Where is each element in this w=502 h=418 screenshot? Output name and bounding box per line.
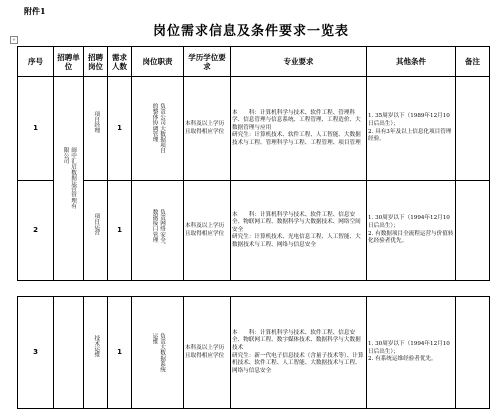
row-seq: 3 [18,297,54,409]
major-undergrad: 本 科：计算机科学与技术、软件工程、信息安全、物联网工程、数字媒体技术、数据科学与大数据技术 [232,329,361,351]
note-cell [456,77,490,181]
edu-text: 本科及以上学历且取得相应学位 [184,297,231,409]
duty-text: 负责大数据系统运维 [151,332,166,372]
major-cell [231,181,367,281]
table-header-row [18,47,490,77]
row-count: 1 [108,77,132,181]
major-postgrad: 研究生：新一代电子信息技术（含量子技术等）、计算机技术、软件工程、人工智能、大数据技术与工程、网络与信息安全 [232,352,364,374]
duty-cell [132,181,184,281]
attachment-label: 附件1 [24,6,46,16]
other-condition-2: 2. 具有3年及以上信息化项目管理经验。 [368,128,452,143]
other-cell [367,77,456,181]
position-name: 项目经理 [93,110,100,133]
header-major: 专业要求 [231,47,367,77]
position-cell [84,297,108,409]
major-postgrad: 研究生：计算机技术、软件工程、人工智能、大数据技术与工程、管理科学与工程、工程管理、项目管理 [232,132,361,146]
major-undergrad: 本 科：计算机科学与技术、软件工程、管理科学、信息管理与信息系统、工程管理、工程造价、大数据管理与应用 [232,109,361,131]
position-name: 项目运营 [93,212,100,235]
header-employer: 招聘单位 [54,47,84,77]
other-cell [367,297,456,409]
header-other: 其他条件 [367,47,456,77]
header-count: 需求人数 [108,47,132,77]
row-seq: 2 [18,181,54,281]
other-cell [367,181,456,281]
job-table-continued [17,296,490,409]
employer-cell [54,77,84,281]
header-position: 招聘岗位 [84,47,108,77]
header-duty: 岗位职责 [132,47,184,77]
page-title: 岗位需求信息及条件要求一览表 [152,24,349,39]
other-condition-1: 1. 30周岁以下（1994年12月10日后出生）； [368,215,450,229]
header-note: 备注 [456,47,490,77]
table-row [18,297,490,409]
position-cell [84,181,108,281]
other-condition-1: 1. 35周岁以下（1989年12月10日后出生）； [368,113,450,127]
other-condition-2: 2. 有系统运维经验者优先。 [368,356,437,363]
note-cell [456,297,490,409]
header-seq: 序号 [18,47,54,77]
major-cell [231,77,367,181]
duty-text: 负责公司大数据项目的整体协调管理 [151,102,166,153]
major-undergrad: 本 科：计算机科学与技术、软件工程、信息安全、物联网工程、数据科学与大数据技术、网络空间安全 [232,211,361,233]
row-count: 1 [108,297,132,409]
duty-cell [132,297,184,409]
table-row [18,181,490,281]
note-cell [456,181,490,281]
other-condition-2: 2. 有数据项目全流程运营与价值转化经验者优先。 [368,230,454,245]
position-cell [84,77,108,181]
major-cell [231,297,367,409]
duty-text: 负责网络安全、数据接口管理 [151,208,166,248]
row-count: 1 [108,181,132,281]
position-name: 技术运维 [93,334,100,357]
job-table [17,46,490,281]
row-seq: 1 [18,77,54,181]
header-edu: 学历学位要求 [184,47,231,77]
edu-text: 本科及以上学历且取得相应学位 [184,181,231,281]
table-row [18,77,490,181]
employer-cell-empty [54,297,84,409]
major-postgrad: 研究生：计算机技术、光电信息工程、人工智能、大数据技术与工程、网络与信息安全 [232,234,361,248]
table-move-handle-icon[interactable]: + [11,37,17,43]
other-condition-1: 1. 30周岁以下（1994年12月10日后出生）； [368,341,450,355]
duty-cell [132,77,184,181]
edu-text: 本科及以上学历且取得相应学位 [184,77,231,181]
employer-name: 闽中汇启数据运营管理有限公司 [62,146,77,209]
